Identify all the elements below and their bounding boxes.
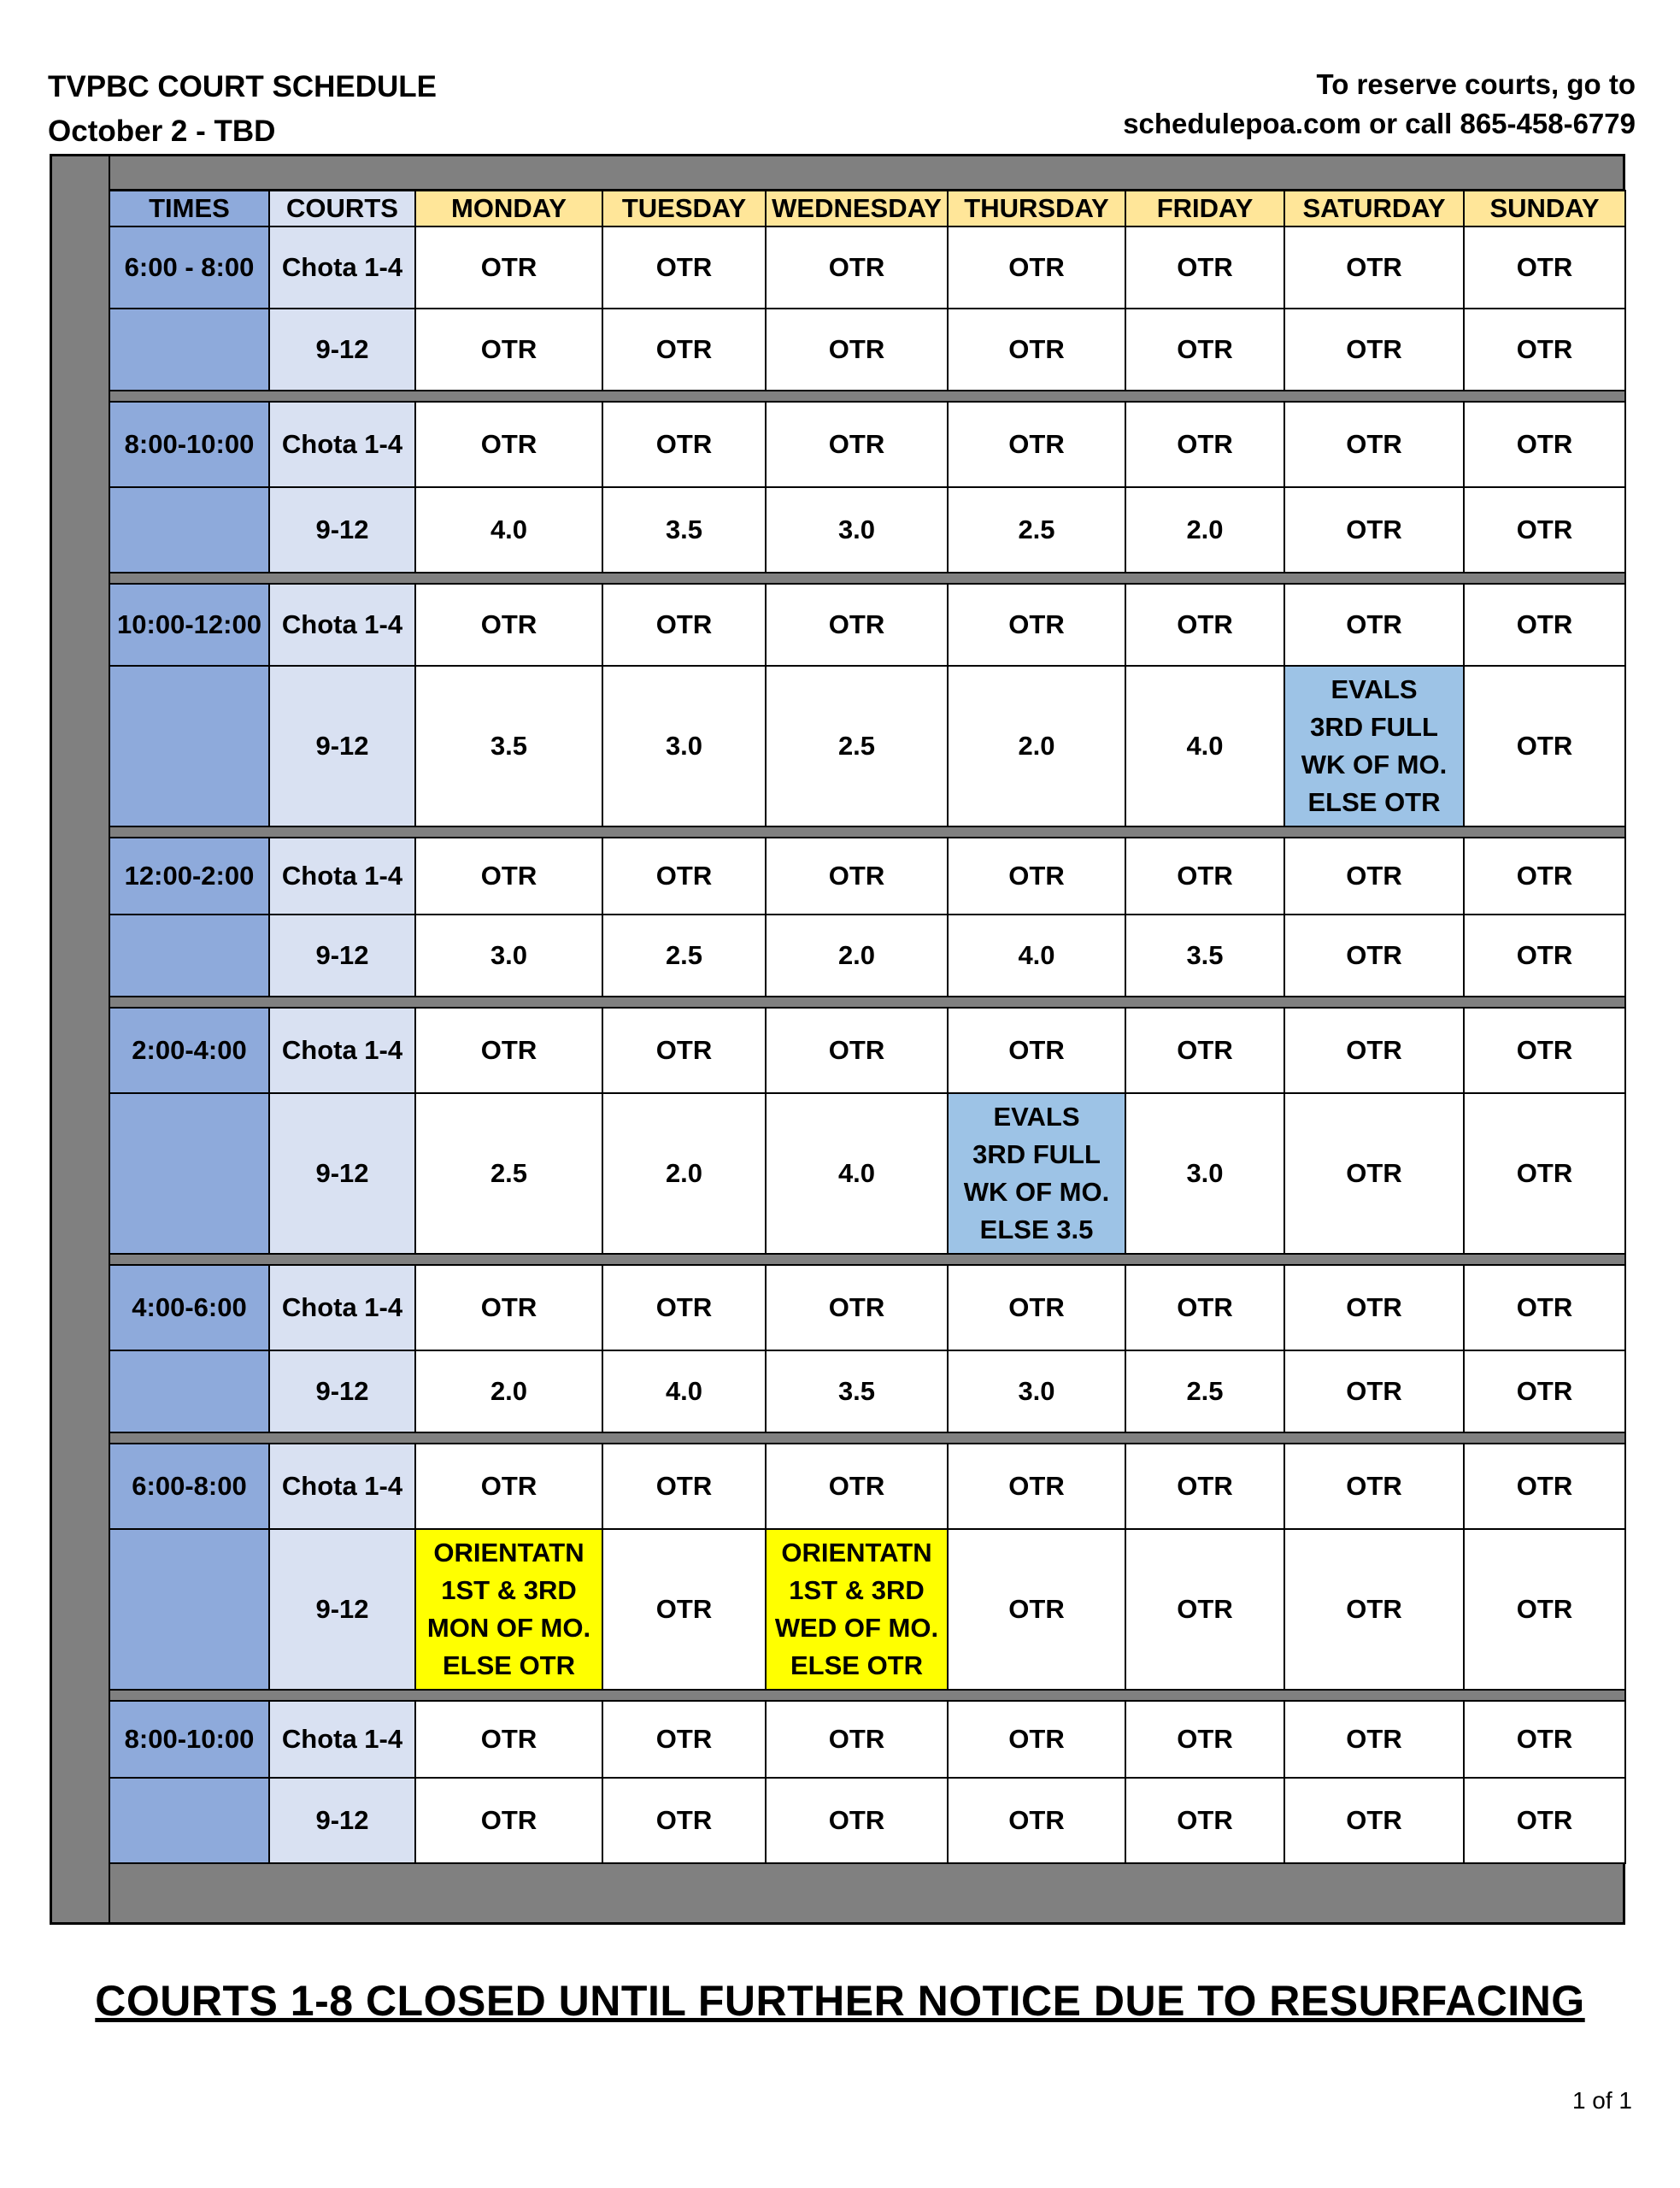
schedule-cell: OTR xyxy=(948,1778,1125,1863)
schedule-cell: OTR xyxy=(948,1529,1125,1690)
schedule-cell: OTR xyxy=(948,1701,1125,1778)
schedule-cell: ORIENTATN 1ST & 3RD MON OF MO. ELSE OTR xyxy=(415,1529,602,1690)
schedule-cell: OTR xyxy=(1125,1444,1284,1529)
schedule-cell: OTR xyxy=(602,584,766,666)
time-cell: 6:00-8:00 xyxy=(109,1444,269,1529)
col-header-thursday: THURSDAY xyxy=(948,191,1125,226)
schedule-cell: OTR xyxy=(1284,584,1464,666)
schedule-cell: OTR xyxy=(1284,915,1464,997)
schedule-cell: OTR xyxy=(1464,915,1625,997)
schedule-cell: OTR xyxy=(1284,1265,1464,1350)
schedule-cell: OTR xyxy=(1125,1008,1284,1093)
schedule-cell: OTR xyxy=(1464,1093,1625,1254)
separator-cell xyxy=(109,997,1625,1008)
table-row xyxy=(109,487,1625,573)
schedule-cell: 4.0 xyxy=(766,1093,948,1254)
schedule-cell: 3.5 xyxy=(602,487,766,573)
court-cell: 9-12 xyxy=(269,915,415,997)
schedule-cell: OTR xyxy=(766,309,948,391)
court-cell: Chota 1-4 xyxy=(269,1444,415,1529)
separator-cell xyxy=(109,1254,1625,1265)
schedule-cell: EVALS 3RD FULL WK OF MO. ELSE 3.5 xyxy=(948,1093,1125,1254)
frame-left-bar xyxy=(52,156,110,1922)
schedule-cell: 4.0 xyxy=(1125,666,1284,826)
schedule-cell: OTR xyxy=(1284,1778,1464,1863)
block-separator xyxy=(109,573,1625,584)
schedule-cell: ORIENTATN 1ST & 3RD WED OF MO. ELSE OTR xyxy=(766,1529,948,1690)
header-left xyxy=(48,65,437,154)
table-row xyxy=(109,1008,1625,1093)
col-header-times: TIMES xyxy=(109,191,269,226)
table-row xyxy=(109,584,1625,666)
schedule-title: TVPBC COURT SCHEDULE xyxy=(48,70,438,103)
schedule-body xyxy=(109,226,1625,1863)
court-cell: 9-12 xyxy=(269,487,415,573)
frame-top-bar xyxy=(52,156,1623,191)
court-cell: 9-12 xyxy=(269,309,415,391)
time-cell: 6:00 - 8:00 xyxy=(109,226,269,309)
schedule-cell: 2.5 xyxy=(602,915,766,997)
table-row xyxy=(109,666,1625,826)
schedule-cell: 2.0 xyxy=(1125,487,1284,573)
schedule-cell: OTR xyxy=(415,584,602,666)
schedule-cell: OTR xyxy=(602,402,766,487)
separator-cell xyxy=(109,1432,1625,1444)
schedule-cell: OTR xyxy=(1464,666,1625,826)
separator-cell xyxy=(109,391,1625,402)
schedule-cell: 2.0 xyxy=(766,915,948,997)
schedule-cell: OTR xyxy=(1284,1350,1464,1432)
court-cell: Chota 1-4 xyxy=(269,226,415,309)
schedule-cell: OTR xyxy=(415,1008,602,1093)
schedule-cell: OTR xyxy=(602,1778,766,1863)
schedule-cell: OTR xyxy=(948,309,1125,391)
table-row xyxy=(109,915,1625,997)
time-cell xyxy=(109,666,269,826)
table-row xyxy=(109,1444,1625,1529)
court-cell: Chota 1-4 xyxy=(269,838,415,915)
schedule-cell: OTR xyxy=(1464,584,1625,666)
time-cell xyxy=(109,309,269,391)
time-cell: 2:00-4:00 xyxy=(109,1008,269,1093)
time-cell xyxy=(109,1093,269,1254)
schedule-dates: October 2 - TBD xyxy=(48,115,276,148)
schedule-cell: OTR xyxy=(766,1265,948,1350)
schedule-cell: OTR xyxy=(1125,402,1284,487)
schedule-cell: OTR xyxy=(1464,1444,1625,1529)
page-number: 1 of 1 xyxy=(1571,2087,1632,2114)
schedule-cell: OTR xyxy=(948,402,1125,487)
schedule-cell: OTR xyxy=(766,1701,948,1778)
schedule-cell: 2.5 xyxy=(415,1093,602,1254)
schedule-cell: OTR xyxy=(766,226,948,309)
schedule-cell: OTR xyxy=(1125,226,1284,309)
schedule-cell: OTR xyxy=(1125,309,1284,391)
court-cell: Chota 1-4 xyxy=(269,1265,415,1350)
schedule-cell: OTR xyxy=(948,1008,1125,1093)
schedule-cell: OTR xyxy=(1464,1778,1625,1863)
schedule-cell: OTR xyxy=(1464,402,1625,487)
schedule-cell: OTR xyxy=(1284,402,1464,487)
schedule-cell: 2.0 xyxy=(602,1093,766,1254)
court-cell: Chota 1-4 xyxy=(269,1701,415,1778)
schedule-cell: 2.5 xyxy=(766,666,948,826)
schedule-cell: 3.0 xyxy=(415,915,602,997)
schedule-cell: OTR xyxy=(415,838,602,915)
table-row xyxy=(109,226,1625,309)
schedule-cell: OTR xyxy=(602,1529,766,1690)
schedule-cell: OTR xyxy=(602,1008,766,1093)
schedule-cell: OTR xyxy=(948,1265,1125,1350)
court-cell: 9-12 xyxy=(269,1529,415,1690)
reserve-line-2: schedulepoa.com or call 865-458-6779 xyxy=(1123,108,1636,139)
schedule-cell: OTR xyxy=(1284,1529,1464,1690)
schedule-cell: OTR xyxy=(1464,226,1625,309)
schedule-cell: OTR xyxy=(948,1444,1125,1529)
block-separator xyxy=(109,1254,1625,1265)
schedule-cell: OTR xyxy=(415,226,602,309)
schedule-cell: 2.0 xyxy=(415,1350,602,1432)
schedule-cell: 3.0 xyxy=(766,487,948,573)
block-separator xyxy=(109,826,1625,838)
schedule-cell: OTR xyxy=(602,1444,766,1529)
col-header-wednesday: WEDNESDAY xyxy=(766,191,948,226)
col-header-tuesday: TUESDAY xyxy=(602,191,766,226)
schedule-cell: OTR xyxy=(1125,1778,1284,1863)
court-cell: 9-12 xyxy=(269,1778,415,1863)
time-cell xyxy=(109,915,269,997)
table-row xyxy=(109,1701,1625,1778)
header-right xyxy=(1123,65,1636,144)
schedule-cell: 2.0 xyxy=(948,666,1125,826)
schedule-cell: OTR xyxy=(1464,1008,1625,1093)
schedule-cell: 4.0 xyxy=(948,915,1125,997)
schedule-cell: 4.0 xyxy=(415,487,602,573)
col-header-monday: MONDAY xyxy=(415,191,602,226)
schedule-cell: OTR xyxy=(1125,838,1284,915)
table-row xyxy=(109,838,1625,915)
schedule-cell: OTR xyxy=(1284,487,1464,573)
schedule-cell: OTR xyxy=(1125,1701,1284,1778)
separator-cell xyxy=(109,1690,1625,1701)
schedule-cell: OTR xyxy=(766,838,948,915)
schedule-cell: OTR xyxy=(1464,1265,1625,1350)
col-header-friday: FRIDAY xyxy=(1125,191,1284,226)
block-separator xyxy=(109,1432,1625,1444)
schedule-table xyxy=(109,190,1626,1864)
schedule-cell: OTR xyxy=(1464,1701,1625,1778)
time-cell xyxy=(109,1529,269,1690)
schedule-cell: 3.0 xyxy=(602,666,766,826)
time-cell: 8:00-10:00 xyxy=(109,1701,269,1778)
separator-cell xyxy=(109,573,1625,584)
schedule-cell: OTR xyxy=(1125,1265,1284,1350)
schedule-cell: OTR xyxy=(602,226,766,309)
table-row xyxy=(109,402,1625,487)
table-row xyxy=(109,1529,1625,1690)
schedule-cell: 3.5 xyxy=(766,1350,948,1432)
time-cell xyxy=(109,487,269,573)
schedule-cell: OTR xyxy=(415,1265,602,1350)
time-cell: 4:00-6:00 xyxy=(109,1265,269,1350)
schedule-cell: 2.5 xyxy=(948,487,1125,573)
time-cell: 12:00-2:00 xyxy=(109,838,269,915)
schedule-cell: OTR xyxy=(766,1778,948,1863)
time-cell xyxy=(109,1350,269,1432)
schedule-cell: OTR xyxy=(1464,309,1625,391)
schedule-cell: EVALS 3RD FULL WK OF MO. ELSE OTR xyxy=(1284,666,1464,826)
col-header-courts: COURTS xyxy=(269,191,415,226)
schedule-cell: 3.0 xyxy=(948,1350,1125,1432)
col-header-saturday: SATURDAY xyxy=(1284,191,1464,226)
schedule-cell: OTR xyxy=(948,584,1125,666)
court-cell: Chota 1-4 xyxy=(269,584,415,666)
schedule-cell: OTR xyxy=(766,402,948,487)
schedule-cell: OTR xyxy=(1125,1529,1284,1690)
schedule-cell: OTR xyxy=(766,1444,948,1529)
schedule-cell: OTR xyxy=(415,1778,602,1863)
separator-cell xyxy=(109,826,1625,838)
schedule-cell: OTR xyxy=(1125,584,1284,666)
schedule-cell: OTR xyxy=(602,309,766,391)
block-separator xyxy=(109,391,1625,402)
schedule-cell: OTR xyxy=(415,1444,602,1529)
schedule-cell: OTR xyxy=(1284,309,1464,391)
schedule-cell: OTR xyxy=(766,1008,948,1093)
schedule-cell: OTR xyxy=(602,1701,766,1778)
table-row xyxy=(109,1265,1625,1350)
schedule-cell: 3.5 xyxy=(415,666,602,826)
table-row xyxy=(109,1350,1625,1432)
schedule-cell: OTR xyxy=(1284,1444,1464,1529)
table-row xyxy=(109,1778,1625,1863)
table-row xyxy=(109,1093,1625,1254)
schedule-cell: OTR xyxy=(602,838,766,915)
schedule-cell: OTR xyxy=(1284,838,1464,915)
schedule-cell: 3.5 xyxy=(1125,915,1284,997)
schedule-cell: OTR xyxy=(1464,1529,1625,1690)
block-separator xyxy=(109,1690,1625,1701)
col-header-sunday: SUNDAY xyxy=(1464,191,1625,226)
table-row xyxy=(109,309,1625,391)
time-cell: 8:00-10:00 xyxy=(109,402,269,487)
schedule-cell: OTR xyxy=(1284,226,1464,309)
time-cell xyxy=(109,1778,269,1863)
court-cell: Chota 1-4 xyxy=(269,402,415,487)
schedule-cell: OTR xyxy=(1464,838,1625,915)
block-separator xyxy=(109,997,1625,1008)
schedule-cell: OTR xyxy=(1464,487,1625,573)
time-cell: 10:00-12:00 xyxy=(109,584,269,666)
schedule-cell: OTR xyxy=(1284,1093,1464,1254)
schedule-cell: OTR xyxy=(415,402,602,487)
reserve-line-1: To reserve courts, go to xyxy=(1316,68,1636,100)
closure-notice: COURTS 1-8 CLOSED UNTIL FURTHER NOTICE DUE TO RESURFACING xyxy=(95,1977,1585,2025)
schedule-cell: OTR xyxy=(415,1701,602,1778)
court-cell: 9-12 xyxy=(269,1093,415,1254)
court-cell: 9-12 xyxy=(269,1350,415,1432)
schedule-cell: OTR xyxy=(1284,1008,1464,1093)
schedule-cell: 2.5 xyxy=(1125,1350,1284,1432)
schedule-cell: OTR xyxy=(1284,1701,1464,1778)
schedule-cell: OTR xyxy=(948,838,1125,915)
header-row xyxy=(109,191,1625,226)
schedule-cell: OTR xyxy=(415,309,602,391)
schedule-cell: OTR xyxy=(766,584,948,666)
schedule-cell: OTR xyxy=(948,226,1125,309)
schedule-cell: OTR xyxy=(1464,1350,1625,1432)
court-cell: 9-12 xyxy=(269,666,415,826)
court-cell: Chota 1-4 xyxy=(269,1008,415,1093)
schedule-cell: 3.0 xyxy=(1125,1093,1284,1254)
schedule-cell: OTR xyxy=(602,1265,766,1350)
schedule-cell: 4.0 xyxy=(602,1350,766,1432)
